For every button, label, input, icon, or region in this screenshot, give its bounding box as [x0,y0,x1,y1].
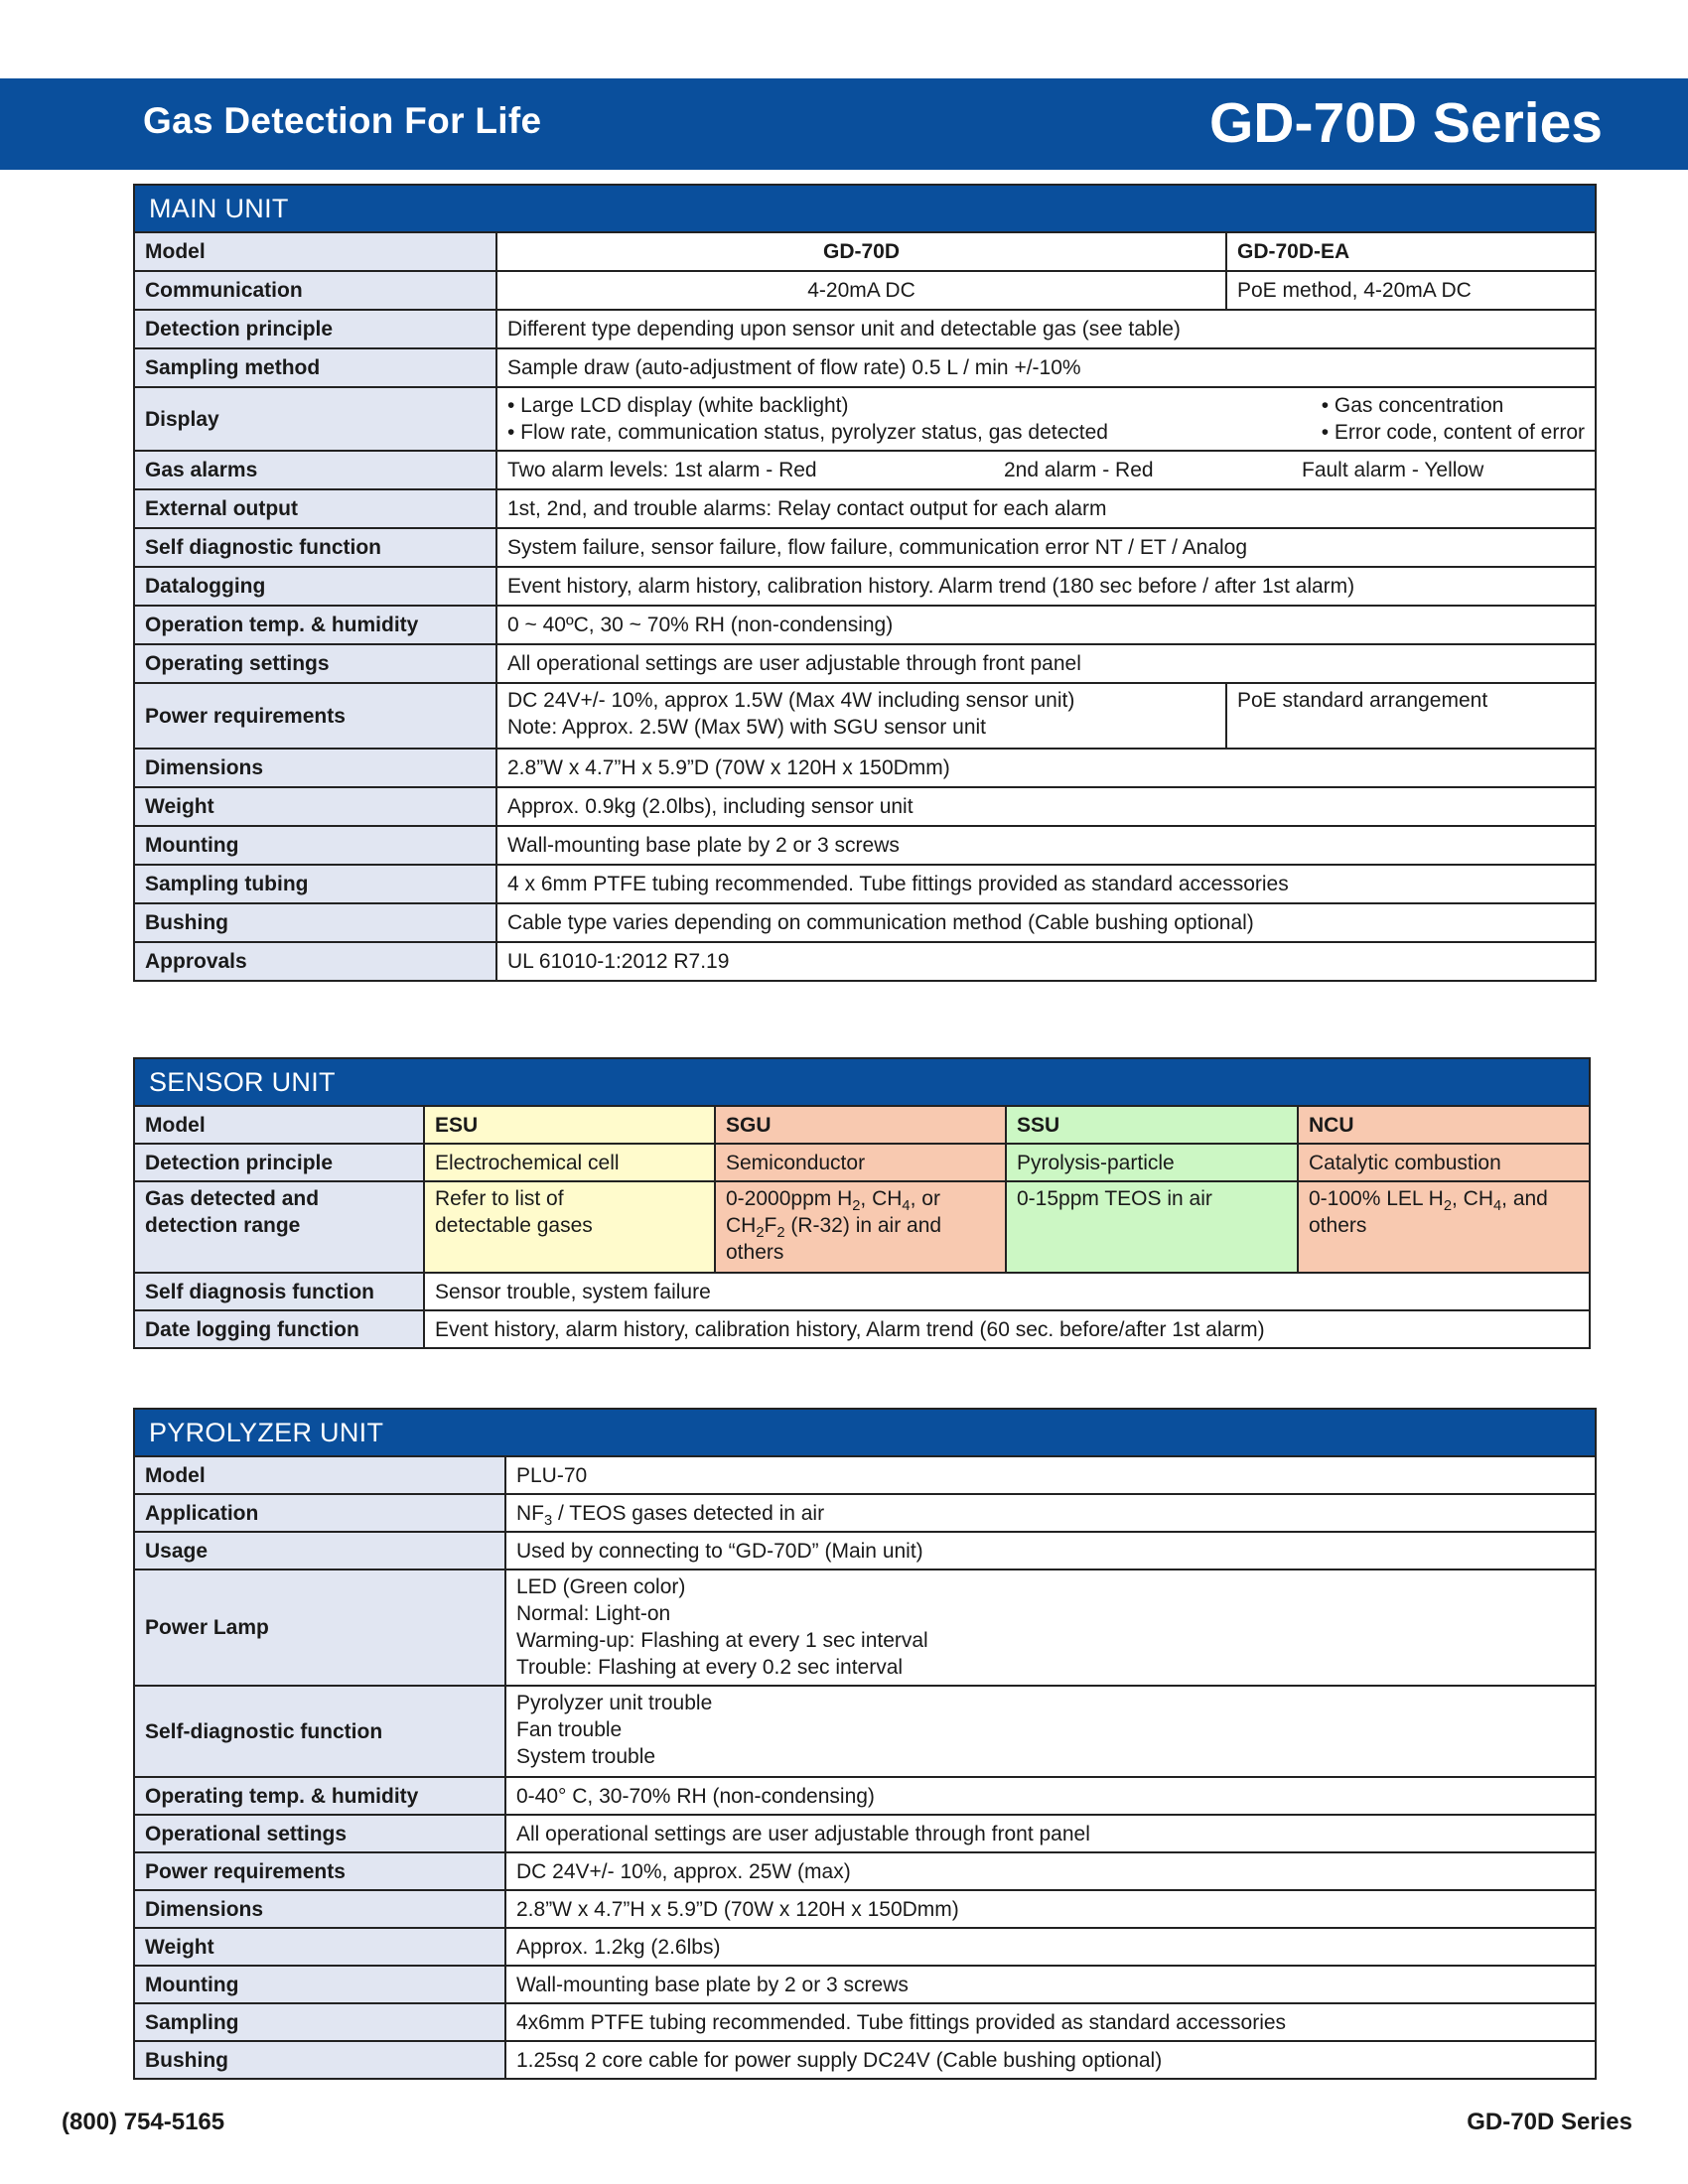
selfdiag-value [505,1686,1596,1777]
lamp-line: Normal: Light-on [516,1602,671,1625]
row-label: Communication [134,271,496,310]
range-line: detectable gases [435,1214,593,1237]
principle-sgu: Semiconductor [715,1144,1006,1181]
row-label: Dimensions [134,749,496,787]
range-label-line: Gas detected and [145,1187,320,1210]
app-text: NF [516,1501,544,1525]
selfdiag-line: System trouble [516,1745,656,1768]
row-value: 0-40° C, 30-70% RH (non-condensing) [505,1777,1596,1815]
row-value: 4 x 6mm PTFE tubing recommended. Tube fittings provided as standard accessories [496,865,1596,903]
row-label: Approvals [134,942,496,981]
lamp-line: Warming-up: Flashing at every 1 sec interval [516,1629,928,1652]
sensor-unit-title: SENSOR UNIT [134,1058,1590,1106]
row-label: Self diagnosis function [134,1273,424,1310]
row-label: Sampling [134,2003,505,2041]
row-label: Model [134,1456,505,1494]
row-label: Mounting [134,1966,505,2003]
sensor-model-ssu: SSU [1006,1106,1298,1144]
row-value: Sensor trouble, system failure [424,1273,1590,1310]
row-label: Power Lamp [134,1570,505,1686]
row-value: UL 61010-1:2012 R7.19 [496,942,1596,981]
row-label: Self diagnostic function [134,528,496,567]
row-value: Cable type varies depending on communication method (Cable bushing optional) [496,903,1596,942]
row-value: Event history, alarm history, calibration history, Alarm trend (60 sec. before/after 1st alarm) [424,1310,1590,1348]
row-label: Operational settings [134,1815,505,1852]
alarm-level-1: Two alarm levels: 1st alarm - Red [507,459,817,481]
principle-ssu: Pyrolysis-particle [1006,1144,1298,1181]
row-value: 0 ~ 40ºC, 30 ~ 70% RH (non-condensing) [496,606,1596,644]
subscript: 4 [902,1198,911,1215]
range-text: , CH [860,1187,903,1210]
comm-value-b: PoE method, 4-20mA DC [1226,271,1596,310]
principle-ncu: Catalytic combustion [1298,1144,1590,1181]
row-label: Power requirements [134,683,496,749]
application-value [505,1494,1596,1532]
display-line: • Flow rate, communication status, pyrolyzer status, gas detected [507,421,1108,444]
range-text: F [764,1214,777,1237]
range-text: 0-2000ppm H [726,1187,853,1210]
row-label: Display [134,387,496,451]
power-line: DC 24V+/- 10%, approx 1.5W (Max 4W including sensor unit) [507,689,1075,712]
row-value: Sample draw (auto-adjustment of flow rate) 0.5 L / min +/-10% [496,348,1596,387]
range-ncu [1298,1181,1590,1273]
lamp-value [505,1570,1596,1686]
subscript: 4 [1492,1198,1502,1215]
subscript: 2 [852,1198,861,1215]
range-text: , or [910,1187,940,1210]
display-value [496,387,1596,451]
row-value: Approx. 1.2kg (2.6lbs) [505,1928,1596,1966]
row-label: Gas alarms [134,451,496,489]
tagline: Gas Detection For Life [143,100,542,141]
model-gd70d: GD-70D [496,232,1226,271]
row-value: 2.8”W x 4.7”H x 5.9”D (70W x 120H x 150Dmm) [496,749,1596,787]
power-line: Note: Approx. 2.5W (Max 5W) with SGU sensor unit [507,716,986,739]
row-label: Sampling method [134,348,496,387]
row-value: Event history, alarm history, calibration history. Alarm trend (180 sec before / after 1st alarm) [496,567,1596,606]
range-text: 0-100% LEL H [1309,1187,1444,1210]
subscript: 3 [544,1512,553,1529]
row-label: Weight [134,1928,505,1966]
range-ssu: 0-15ppm TEOS in air [1006,1181,1298,1273]
display-line: • Error code, content of error [1321,421,1586,444]
row-label: Power requirements [134,1852,505,1890]
row-label: External output [134,489,496,528]
range-text: , CH [1451,1187,1493,1210]
sensor-model-esu: ESU [424,1106,715,1144]
row-value: 1.25sq 2 core cable for power supply DC24V (Cable bushing optional) [505,2041,1596,2079]
row-value: 2.8”W x 4.7”H x 5.9”D (70W x 120H x 150Dmm) [505,1890,1596,1928]
row-value: All operational settings are user adjustable through front panel [505,1815,1596,1852]
row-value: 1st, 2nd, and trouble alarms: Relay contact output for each alarm [496,489,1596,528]
alarm-level-2: 2nd alarm - Red [1004,459,1154,481]
row-value: DC 24V+/- 10%, approx. 25W (max) [505,1852,1596,1890]
row-value: System failure, sensor failure, flow failure, communication error NT / ET / Analog [496,528,1596,567]
power-value-a [496,683,1226,749]
selfdiag-line: Pyrolyzer unit trouble [516,1692,713,1714]
selfdiag-line: Fan trouble [516,1718,623,1741]
row-value: Wall-mounting base plate by 2 or 3 screws [505,1966,1596,2003]
range-label [134,1181,424,1273]
row-label: Dimensions [134,1890,505,1928]
row-label: Date logging function [134,1310,424,1348]
main-unit-table [133,184,1597,982]
row-value: All operational settings are user adjustable through front panel [496,644,1596,683]
principle-esu: Electrochemical cell [424,1144,715,1181]
alarm-fault: Fault alarm - Yellow [1302,459,1484,481]
alarms-value [496,451,1596,489]
power-value-b: PoE standard arrangement [1226,683,1596,749]
row-label: Bushing [134,2041,505,2079]
row-label: Model [134,232,496,271]
row-label: Operation temp. & humidity [134,606,496,644]
footer-phone: (800) 754-5165 [62,2109,225,2135]
pyrolyzer-unit-title: PYROLYZER UNIT [134,1409,1596,1456]
range-text: others [726,1241,784,1264]
row-label: Self-diagnostic function [134,1686,505,1777]
row-label: Weight [134,787,496,826]
lamp-line: Trouble: Flashing at every 0.2 sec interval [516,1656,904,1679]
row-label: Model [134,1106,424,1144]
lamp-line: LED (Green color) [516,1575,686,1598]
row-value: PLU-70 [505,1456,1596,1494]
comm-value-a: 4-20mA DC [496,271,1226,310]
display-line: • Large LCD display (white backlight) [507,394,849,417]
model-gd70d-ea: GD-70D-EA [1226,232,1596,271]
subscript: 2 [1443,1198,1452,1215]
row-label: Application [134,1494,505,1532]
row-label: Sampling tubing [134,865,496,903]
row-label: Detection principle [134,1144,424,1181]
row-label: Mounting [134,826,496,865]
range-label-line: detection range [145,1214,301,1237]
subscript: 2 [756,1225,765,1242]
row-label: Operating settings [134,644,496,683]
display-line: • Gas concentration [1321,394,1504,417]
row-label: Bushing [134,903,496,942]
row-value: Different type depending upon sensor unit and detectable gas (see table) [496,310,1596,348]
row-value: 4x6mm PTFE tubing recommended. Tube fittings provided as standard accessories [505,2003,1596,2041]
header-banner [0,78,1688,170]
row-value: Wall-mounting base plate by 2 or 3 screws [496,826,1596,865]
row-label: Usage [134,1532,505,1570]
pyrolyzer-unit-table [133,1408,1597,2080]
range-text: others [1309,1214,1367,1237]
sensor-unit-table [133,1057,1591,1349]
sensor-model-sgu: SGU [715,1106,1006,1144]
footer-series: GD-70D Series [1467,2109,1632,2135]
range-text: CH [726,1214,757,1237]
series-title: GD-70D Series [1208,91,1603,155]
range-text: , and [1501,1187,1548,1210]
range-esu [424,1181,715,1273]
row-label: Detection principle [134,310,496,348]
row-label: Operating temp. & humidity [134,1777,505,1815]
subscript: 2 [776,1225,785,1242]
range-line: Refer to list of [435,1187,564,1210]
range-sgu [715,1181,1006,1273]
row-value: Approx. 0.9kg (2.0lbs), including sensor unit [496,787,1596,826]
sensor-model-ncu: NCU [1298,1106,1590,1144]
range-text: (R-32) in air and [784,1214,942,1237]
row-label: Datalogging [134,567,496,606]
app-text: / TEOS gases detected in air [552,1501,825,1525]
row-value: Used by connecting to “GD-70D” (Main unit) [505,1532,1596,1570]
main-unit-title: MAIN UNIT [134,185,1596,232]
